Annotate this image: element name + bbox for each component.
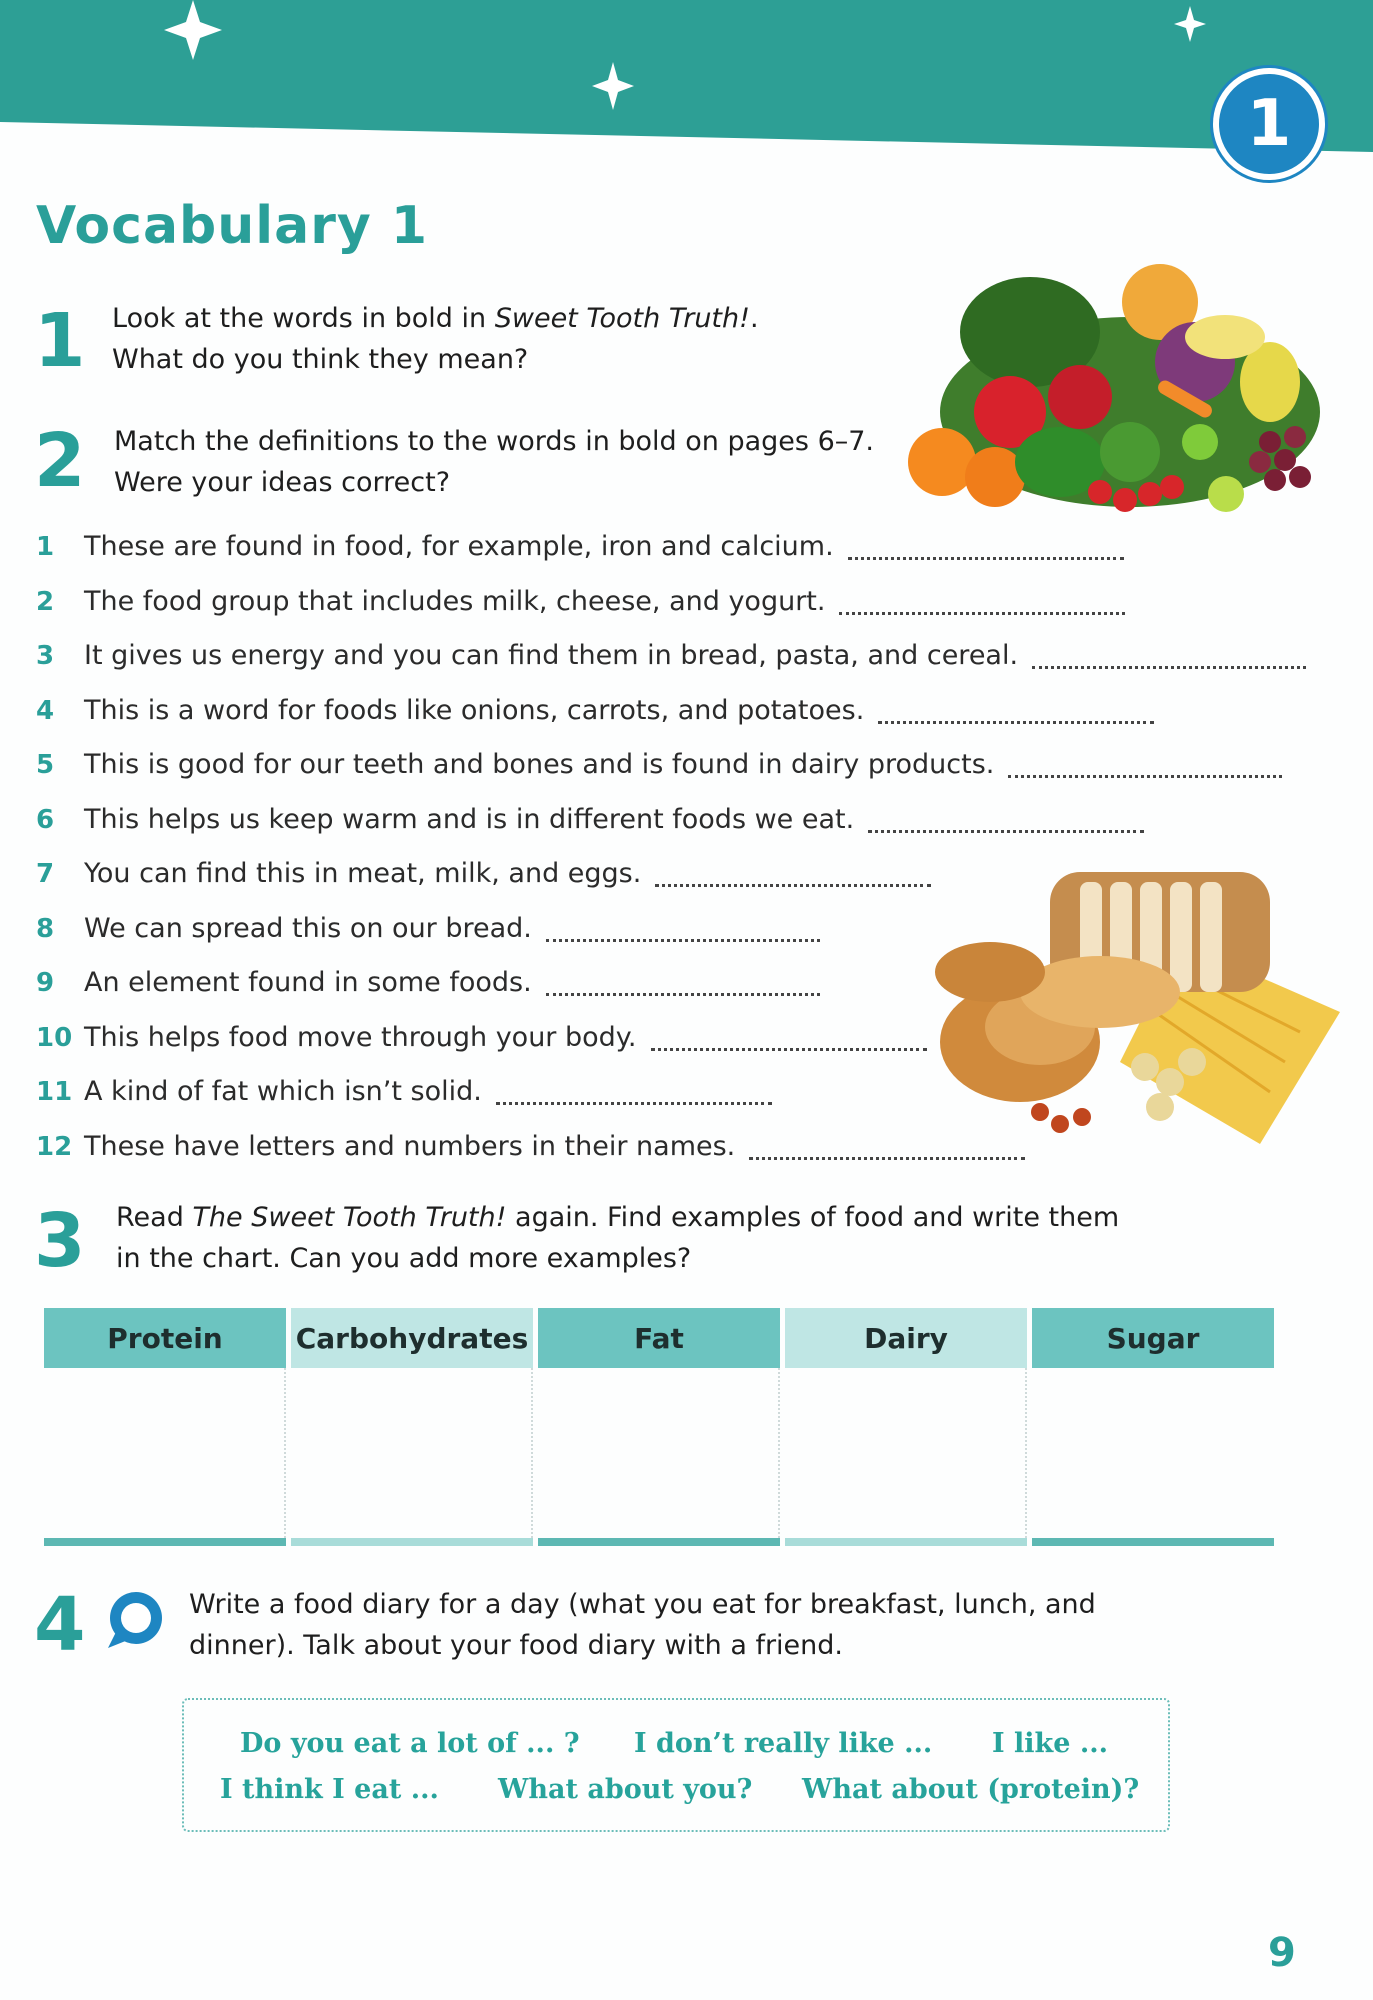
definition-item <box>36 577 1125 617</box>
exercise-4-instructions: Write a food diary for a day (what you eat for breakfast, lunch, and dinner). Talk about your food diary with a friend. <box>189 1589 1096 1661</box>
chart-column-header: Fat <box>538 1308 780 1368</box>
speech-bubble-icon <box>102 1588 166 1652</box>
page-number: 9 <box>1268 1930 1296 1976</box>
answer-blank[interactable] <box>655 884 931 887</box>
phrase: I think I eat ... <box>220 1774 439 1805</box>
exercise-2-instructions: Match the definitions to the words in bold on pages 6–7. Were your ideas correct? <box>114 426 875 498</box>
definition-text: These are found in food, for example, iron and calcium. <box>84 531 834 562</box>
definition-text: This is a word for foods like onions, carrots, and potatoes. <box>84 695 865 726</box>
definition-text: The food group that includes milk, cheese, and yogurt. <box>84 586 826 617</box>
exercise-number: 3 <box>34 1198 86 1284</box>
definition-item <box>36 631 1306 671</box>
phrase: I like ... <box>992 1728 1109 1759</box>
exercise-1-instructions: Look at the words in bold in Sweet Tooth Truth!. What do you think they mean? <box>112 303 759 375</box>
chart-answer-cell[interactable] <box>1032 1368 1274 1538</box>
useful-phrases-box <box>182 1698 1170 1832</box>
definition-number: 9 <box>36 968 55 998</box>
answer-blank[interactable] <box>848 557 1124 560</box>
answer-blank[interactable] <box>868 830 1144 833</box>
answer-blank[interactable] <box>546 939 820 942</box>
definition-item <box>36 849 931 889</box>
definition-number: 4 <box>36 696 55 726</box>
chart-answer-cell[interactable] <box>538 1368 780 1538</box>
definition-item <box>36 686 1154 726</box>
phrase: What about you? <box>498 1774 753 1805</box>
definition-text: A kind of fat which isn’t solid. <box>84 1076 482 1107</box>
definition-number: 6 <box>36 805 55 835</box>
definition-text: This is good for our teeth and bones and is found in dairy products. <box>84 749 995 780</box>
definition-text: It gives us energy and you can find them in bread, pasta, and cereal. <box>84 640 1019 671</box>
exercise-3-instructions: Read The Sweet Tooth Truth! again. Find examples of food and write them in the chart. Can you add more examples? <box>116 1202 1120 1274</box>
phrase: I don’t really like ... <box>634 1728 933 1759</box>
bread-pasta-photo <box>930 862 1340 1144</box>
answer-blank[interactable] <box>749 1157 1025 1160</box>
definition-text: We can spread this on our bread. <box>84 913 532 944</box>
phrase: What about (protein)? <box>802 1774 1140 1805</box>
chart-answer-cell[interactable] <box>291 1368 533 1538</box>
definition-number: 12 <box>36 1132 73 1162</box>
answer-blank[interactable] <box>651 1048 927 1051</box>
definition-text: This helps us keep warm and is in different foods we eat. <box>84 804 855 835</box>
definition-number: 8 <box>36 914 55 944</box>
exercise-number: 1 <box>34 298 86 384</box>
phrase: Do you eat a lot of ... ? <box>240 1728 580 1759</box>
answer-blank[interactable] <box>878 721 1154 724</box>
chart-column-footer <box>785 1538 1027 1546</box>
answer-blank[interactable] <box>1032 666 1306 669</box>
food-groups-chart <box>44 1308 1274 1546</box>
unit-badge: 1 <box>1213 68 1325 180</box>
chart-column-header: Dairy <box>785 1308 1027 1368</box>
answer-blank[interactable] <box>839 612 1125 615</box>
chart-column <box>538 1308 780 1546</box>
chart-answer-cell[interactable] <box>44 1368 286 1538</box>
definition-number: 7 <box>36 859 55 889</box>
definition-number: 5 <box>36 750 55 780</box>
definition-number: 2 <box>36 587 55 617</box>
chart-answer-cell[interactable] <box>785 1368 1027 1538</box>
definition-item <box>36 1122 1025 1162</box>
definition-number: 10 <box>36 1023 73 1053</box>
definition-item <box>36 740 1282 780</box>
answer-blank[interactable] <box>496 1102 772 1105</box>
definition-text: An element found in some foods. <box>84 967 532 998</box>
definition-text: You can find this in meat, milk, and eggs. <box>84 858 642 889</box>
definition-item <box>36 1067 772 1107</box>
definition-item <box>36 904 820 944</box>
definition-item <box>36 795 1144 835</box>
definition-item <box>36 522 1124 562</box>
definition-text: These have letters and numbers in their names. <box>84 1131 736 1162</box>
chart-column-footer <box>1032 1538 1274 1546</box>
definition-item <box>36 1013 927 1053</box>
exercise-number: 2 <box>34 418 86 504</box>
chart-column-footer <box>538 1538 780 1546</box>
definition-item <box>36 958 820 998</box>
answer-blank[interactable] <box>546 993 820 996</box>
chart-column-header: Sugar <box>1032 1308 1274 1368</box>
page-title: Vocabulary 1 <box>36 196 429 256</box>
definition-number: 1 <box>36 532 55 562</box>
vegetables-photo <box>900 262 1330 524</box>
chart-column-footer <box>44 1538 286 1546</box>
chart-column <box>785 1308 1027 1546</box>
chart-column <box>291 1308 533 1546</box>
answer-blank[interactable] <box>1008 775 1282 778</box>
exercise-number: 4 <box>34 1582 86 1668</box>
definition-text: This helps food move through your body. <box>84 1022 637 1053</box>
definition-number: 11 <box>36 1077 73 1107</box>
chart-column-header: Protein <box>44 1308 286 1368</box>
chart-column <box>44 1308 286 1546</box>
header-banner <box>0 0 1373 160</box>
chart-column <box>1032 1308 1274 1546</box>
chart-column-footer <box>291 1538 533 1546</box>
definition-number: 3 <box>36 641 55 671</box>
chart-column-header: Carbohydrates <box>291 1308 533 1368</box>
